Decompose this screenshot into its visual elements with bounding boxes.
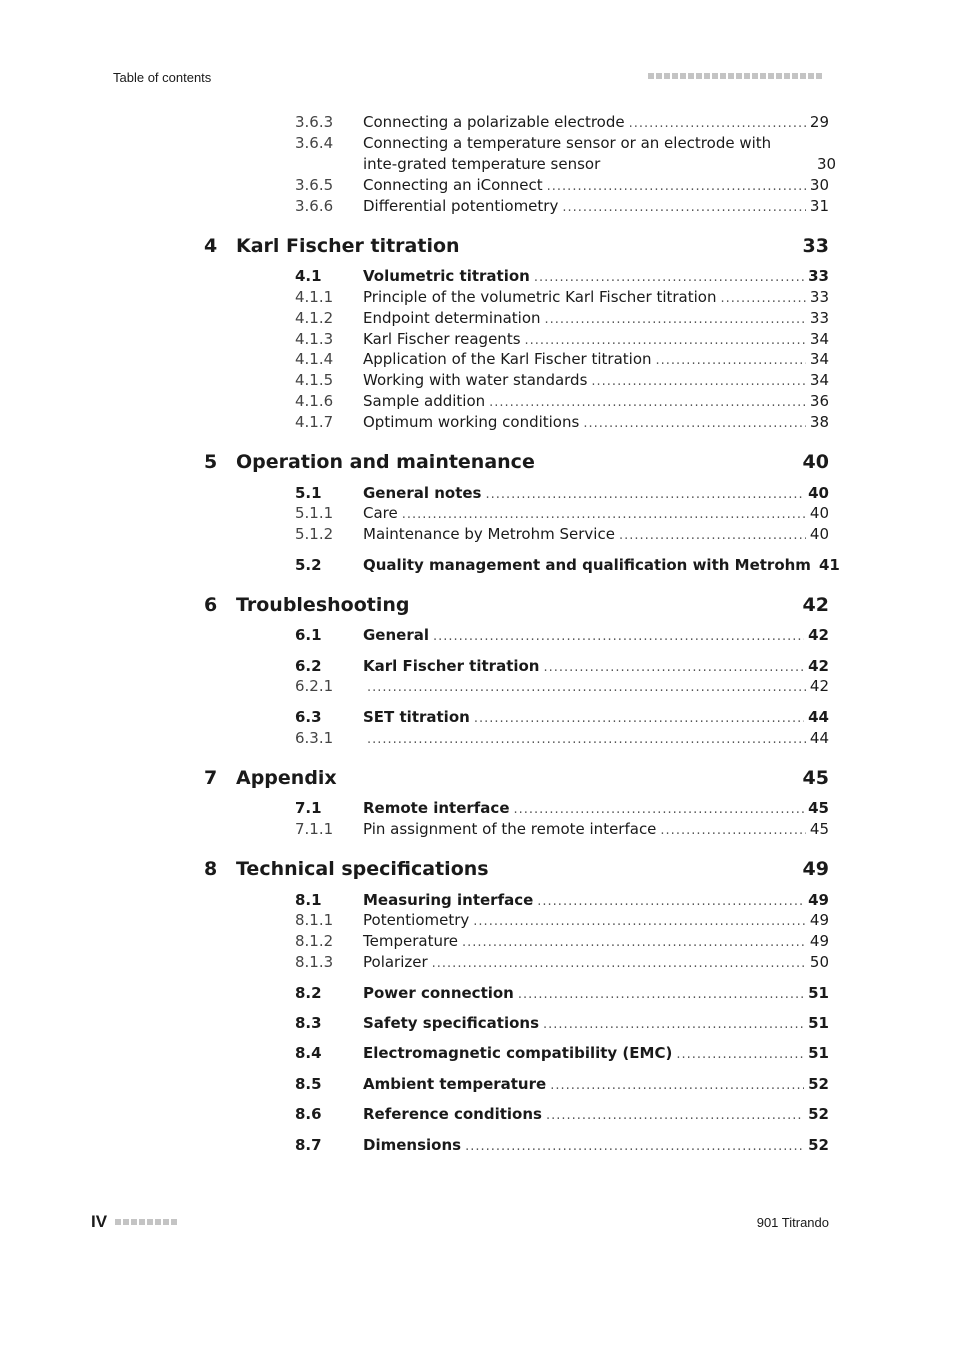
dot-leader — [583, 414, 806, 434]
toc-subsection[interactable] — [295, 112, 829, 132]
entry-number: 5.1.1 — [295, 504, 334, 522]
entry-title: Remote interface — [363, 799, 510, 817]
entry-title: Optimum working conditions — [363, 413, 580, 431]
toc-section[interactable] — [295, 707, 829, 727]
entry-page: 52 — [808, 1105, 829, 1123]
toc-subsection[interactable] — [295, 412, 829, 432]
entry-page: 33 — [809, 288, 829, 306]
entry-number: 8.1.2 — [295, 932, 334, 950]
entry-page: 49 — [809, 911, 829, 929]
dot-leader — [619, 526, 806, 546]
entry-title: General notes — [363, 484, 482, 502]
toc-chapter[interactable] — [204, 451, 829, 477]
entry-page: 42 — [809, 677, 829, 695]
entry-number: 4.1.6 — [295, 392, 334, 410]
entry-title: Principle of the volumetric Karl Fischer titration — [363, 288, 717, 306]
dot-leader — [462, 933, 806, 953]
entry-title: Volumetric titration — [363, 267, 530, 285]
dot-leader — [629, 114, 806, 134]
entry-title: Potentiometry — [363, 911, 470, 929]
entry-page: 52 — [808, 1075, 829, 1093]
toc-section[interactable] — [295, 555, 840, 575]
footer-page-number: IV — [91, 1212, 108, 1231]
entry-number: 4.1.2 — [295, 309, 334, 327]
dot-leader — [543, 658, 804, 678]
entry-number: 5.1 — [295, 484, 322, 502]
entry-title: Karl Fischer titration — [363, 657, 540, 675]
entry-number: 7.1.1 — [295, 820, 334, 838]
header-decoration — [648, 73, 822, 79]
dot-leader — [367, 678, 806, 698]
dot-leader — [474, 709, 804, 729]
entry-title: Polarizer — [363, 953, 428, 971]
chapter-number: 5 — [204, 451, 218, 473]
toc-subsection[interactable] — [295, 819, 829, 839]
dot-leader — [546, 1106, 804, 1126]
entry-page: 50 — [809, 953, 829, 971]
entry-number: 5.2 — [295, 556, 322, 574]
toc-subsection[interactable] — [295, 175, 829, 195]
dot-leader — [465, 1137, 804, 1157]
entry-page: 41 — [818, 556, 840, 574]
entry-page: 34 — [809, 371, 829, 389]
entry-title: Maintenance by Metrohm Service — [363, 525, 615, 543]
dot-leader — [473, 912, 806, 932]
chapter-number: 7 — [204, 767, 218, 789]
toc-subsection[interactable] — [295, 349, 829, 369]
toc-subsection[interactable] — [295, 910, 829, 930]
entry-number: 7.1 — [295, 799, 322, 817]
chapter-page: 42 — [802, 594, 829, 616]
entry-number: 4.1 — [295, 267, 322, 285]
entry-page: 29 — [809, 113, 829, 131]
toc-subsection[interactable] — [295, 308, 829, 328]
entry-title: Measuring interface — [363, 891, 534, 909]
toc-section[interactable] — [295, 890, 829, 910]
dot-leader — [547, 177, 806, 197]
dot-leader — [676, 1045, 804, 1065]
dot-leader — [518, 985, 804, 1005]
dot-leader — [485, 485, 804, 505]
entry-number: 8.1 — [295, 891, 322, 909]
toc-subsection[interactable] — [295, 952, 829, 972]
entry-number: 3.6.4 — [295, 134, 334, 152]
chapter-number: 4 — [204, 235, 218, 257]
entry-page: 34 — [809, 350, 829, 368]
entry-title: Electromagnetic compatibility (EMC) — [363, 1044, 673, 1062]
toc-chapter[interactable] — [204, 767, 829, 793]
entry-page: 51 — [808, 984, 829, 1002]
entry-title: Power connection — [363, 984, 514, 1002]
entry-number: 3.6.3 — [295, 113, 334, 131]
entry-number: 6.1 — [295, 626, 322, 644]
entry-number: 4.1.7 — [295, 413, 334, 431]
entry-number: 8.1.3 — [295, 953, 334, 971]
entry-page: 49 — [808, 891, 829, 909]
entry-number: 6.3.1 — [295, 729, 334, 747]
chapter-number: 8 — [204, 858, 218, 880]
entry-page: 51 — [808, 1014, 829, 1032]
entry-number: 8.3 — [295, 1014, 322, 1032]
entry-title: Quality management and qualification with Metrohm — [363, 556, 811, 574]
footer-decoration — [115, 1219, 177, 1225]
toc-subsection[interactable] — [295, 503, 829, 523]
entry-title: Connecting an iConnect — [363, 176, 543, 194]
chapter-page: 45 — [802, 767, 829, 789]
entry-number: 6.2.1 — [295, 677, 334, 695]
toc-subsection[interactable] — [295, 133, 837, 175]
entry-title: Application of the Karl Fischer titration — [363, 350, 652, 368]
entry-number: 3.6.6 — [295, 197, 334, 215]
toc-subsection[interactable] — [295, 676, 829, 696]
toc-section[interactable] — [295, 483, 829, 503]
entry-number: 8.5 — [295, 1075, 322, 1093]
entry-page: 34 — [809, 330, 829, 348]
entry-page: 36 — [809, 392, 829, 410]
toc-chapter[interactable] — [204, 858, 829, 884]
entry-page: 52 — [808, 1136, 829, 1154]
entry-number: 5.1.2 — [295, 525, 334, 543]
entry-title: Reference conditions — [363, 1105, 542, 1123]
chapter-number: 6 — [204, 594, 218, 616]
entry-page: 40 — [809, 504, 829, 522]
toc-subsection[interactable] — [295, 728, 829, 748]
entry-page: 30 — [809, 176, 829, 194]
dot-leader — [591, 372, 806, 392]
toc-section[interactable] — [295, 1104, 829, 1124]
entry-page: 33 — [809, 309, 829, 327]
chapter-title: Karl Fischer titration — [236, 235, 460, 257]
entry-number: 8.2 — [295, 984, 322, 1002]
chapter-title: Troubleshooting — [236, 594, 410, 616]
footer-product-name: 901 Titrando — [756, 1215, 829, 1230]
toc-section[interactable] — [295, 625, 829, 645]
dot-leader — [433, 627, 804, 647]
toc-section[interactable] — [295, 983, 829, 1003]
entry-title: Connecting a polarizable electrode — [363, 113, 625, 131]
dot-leader — [537, 892, 804, 912]
entry-title: Differential potentiometry — [363, 197, 559, 215]
entry-page: 45 — [809, 820, 829, 838]
toc-subsection[interactable] — [295, 287, 829, 307]
dot-leader — [545, 310, 806, 330]
entry-number: 4.1.3 — [295, 330, 334, 348]
entry-title: Ambient temperature — [363, 1075, 547, 1093]
dot-leader — [550, 1076, 804, 1096]
entry-title: Endpoint determination — [363, 309, 541, 327]
entry-page: 42 — [808, 657, 829, 675]
entry-page: 38 — [809, 413, 829, 431]
toc-section[interactable] — [295, 1013, 829, 1033]
toc-section[interactable] — [295, 798, 829, 818]
entry-page: 44 — [809, 729, 829, 747]
entry-page: 30 — [817, 155, 837, 173]
entry-title: Care — [363, 504, 398, 522]
dot-leader — [720, 289, 805, 309]
entry-page: 31 — [809, 197, 829, 215]
entry-page: 44 — [808, 708, 829, 726]
toc-subsection[interactable] — [295, 391, 829, 411]
entry-number: 8.6 — [295, 1105, 322, 1123]
dot-leader — [534, 268, 804, 288]
toc-section[interactable] — [295, 266, 829, 286]
toc-subsection[interactable] — [295, 329, 829, 349]
dot-leader — [432, 954, 806, 974]
toc-section[interactable] — [295, 1043, 829, 1063]
toc-subsection[interactable] — [295, 524, 829, 544]
entry-page: 33 — [808, 267, 829, 285]
entry-title: Sample addition — [363, 392, 486, 410]
entry-title: General — [363, 626, 429, 644]
toc-subsection[interactable] — [295, 931, 829, 951]
chapter-title: Technical specifications — [236, 858, 489, 880]
toc-chapter[interactable] — [204, 235, 829, 261]
dot-leader — [543, 1015, 804, 1035]
entry-page: 45 — [808, 799, 829, 817]
entry-number: 6.3 — [295, 708, 322, 726]
chapter-page: 33 — [802, 235, 829, 257]
entry-title: Connecting a temperature sensor or an electrode with inte-grated temperature sensor — [363, 134, 772, 173]
entry-title: Pin assignment of the remote interface — [363, 820, 657, 838]
dot-leader — [525, 331, 806, 351]
chapter-page: 40 — [802, 451, 829, 473]
entry-page: 40 — [809, 525, 829, 543]
toc-subsection[interactable] — [295, 370, 829, 390]
running-header-title: Table of contents — [113, 70, 212, 85]
entry-page: 51 — [808, 1044, 829, 1062]
toc-section[interactable] — [295, 656, 829, 676]
entry-number: 8.1.1 — [295, 911, 334, 929]
toc-section[interactable] — [295, 1074, 829, 1094]
entry-title: SET titration — [363, 708, 470, 726]
entry-number: 8.4 — [295, 1044, 322, 1062]
dot-leader — [656, 351, 806, 371]
dot-leader — [660, 821, 805, 841]
entry-number: 4.1.1 — [295, 288, 334, 306]
toc-section[interactable] — [295, 1135, 829, 1155]
dot-leader — [489, 393, 806, 413]
entry-title: Working with water standards — [363, 371, 588, 389]
entry-page: 40 — [808, 484, 829, 502]
entry-number: 3.6.5 — [295, 176, 334, 194]
chapter-title: Operation and maintenance — [236, 451, 535, 473]
chapter-title: Appendix — [236, 767, 337, 789]
entry-page: 49 — [809, 932, 829, 950]
entry-page: 42 — [808, 626, 829, 644]
toc-subsection[interactable] — [295, 196, 829, 216]
entry-number: 4.1.4 — [295, 350, 334, 368]
entry-number: 8.7 — [295, 1136, 322, 1154]
dot-leader — [562, 198, 806, 218]
dot-leader — [402, 505, 806, 525]
dot-leader — [514, 800, 805, 820]
entry-title: Temperature — [363, 932, 459, 950]
entry-number: 6.2 — [295, 657, 322, 675]
chapter-page: 49 — [802, 858, 829, 880]
toc-chapter[interactable] — [204, 594, 829, 620]
entry-title: Dimensions — [363, 1136, 462, 1154]
dot-leader — [367, 730, 806, 750]
entry-title: Karl Fischer reagents — [363, 330, 521, 348]
entry-title: Safety specifications — [363, 1014, 540, 1032]
entry-number: 4.1.5 — [295, 371, 334, 389]
